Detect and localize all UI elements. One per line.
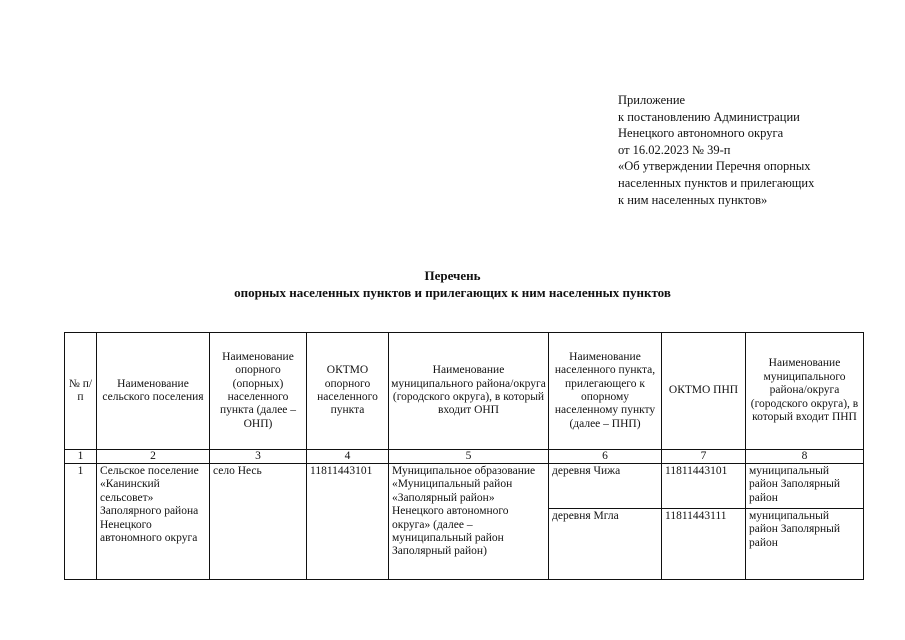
document-title <box>0 267 905 301</box>
column-number: 6 <box>549 450 662 464</box>
column-number: 7 <box>662 450 746 464</box>
pnp-oktmo-cell <box>662 464 746 580</box>
appendix-line: «Об утверждении Перечня опорных <box>618 159 811 174</box>
appendix-block <box>618 92 898 208</box>
column-number: 1 <box>65 450 97 464</box>
pnp-district: муниципальный район Заполярный район <box>746 508 863 579</box>
header-cell-number: № п/п <box>65 333 97 450</box>
header-cell-settlement: Наименование сельского поселения <box>97 333 210 450</box>
header-cell-pnp-oktmo: ОКТМО ПНП <box>662 333 746 450</box>
column-number: 4 <box>307 450 389 464</box>
header-row <box>65 333 864 450</box>
column-number: 5 <box>389 450 549 464</box>
pnp-district-cell <box>746 464 864 580</box>
pnp-oktmo: 11811443111 <box>662 508 745 579</box>
onp-district-cell: Муниципальное образование «Муниципальный район «Заполярный район» Ненецкого автономного округа» (далее – муниципальный район Заполярный район) <box>389 464 549 580</box>
settlement-cell: Сельское поселение «Канинский сельсовет» Заполярного района Ненецкого автономного округа <box>97 464 210 580</box>
appendix-line: к постановлению Администрации <box>618 109 800 124</box>
pnp-oktmo: 11811443101 <box>665 465 728 477</box>
pnp-name: деревня Мгла <box>549 508 661 579</box>
appendix-line: к ним населенных пунктов» <box>618 192 768 207</box>
header-cell-pnp-district: Наименование муниципального района/округа (городского округа), в который входит ПНП <box>746 333 864 450</box>
header-cell-onp-district: Наименование муниципального района/округа (городского округа), в который входит ОНП <box>389 333 549 450</box>
onp-table <box>64 332 864 580</box>
column-number: 3 <box>210 450 307 464</box>
pnp-district: муниципальный район Заполярный район <box>749 465 841 504</box>
table-row <box>65 464 864 580</box>
header-cell-onp: Наименование опорного (опорных) населенного пункта (далее – ОНП) <box>210 333 307 450</box>
pnp-cell <box>549 464 662 580</box>
header-cell-pnp: Наименование населенного пункта, прилегающего к опорному населенному пункту (далее – ПНП) <box>549 333 662 450</box>
row-number: 1 <box>65 464 97 580</box>
column-number: 8 <box>746 450 864 464</box>
column-number-row <box>65 450 864 464</box>
appendix-line: Приложение <box>618 93 686 107</box>
onp-oktmo-cell: 11811443101 <box>307 464 389 580</box>
title-line-2: опорных населенных пунктов и прилегающих к ним населенных пунктов <box>234 285 671 300</box>
onp-cell: село Несь <box>210 464 307 580</box>
pnp-name: деревня Чижа <box>552 465 621 477</box>
appendix-line: Ненецкого автономного округа <box>618 126 784 141</box>
column-number: 2 <box>97 450 210 464</box>
appendix-line: от 16.02.2023 № 39-п <box>618 142 731 157</box>
title-line-1: Перечень <box>424 268 481 283</box>
appendix-line: населенных пунктов и прилегающих <box>618 175 815 190</box>
header-cell-onp-oktmo: ОКТМО опорного населенного пункта <box>307 333 389 450</box>
